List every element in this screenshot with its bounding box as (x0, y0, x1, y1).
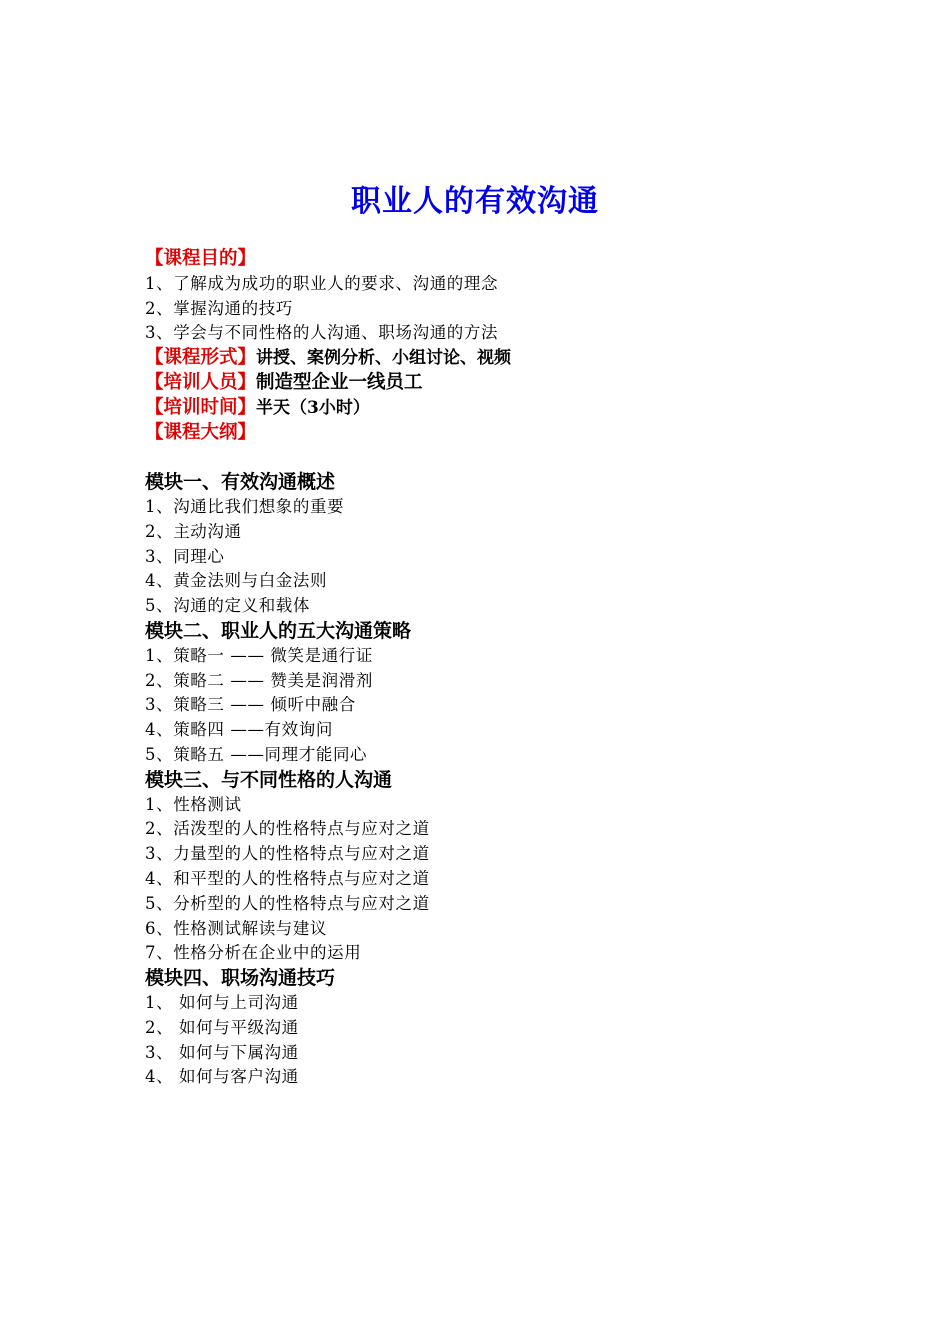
module-title: 模块二、职业人的五大沟通策略 (145, 619, 412, 642)
format-label: 【课程形式】 (145, 347, 257, 369)
module-item: 4、和平型的人的性格特点与应对之道 (145, 868, 430, 888)
format-row (145, 346, 865, 371)
module-item: 2、策略二 —— 赞美是润滑剂 (145, 670, 373, 690)
duration-label: 【培训时间】 (145, 396, 257, 418)
module-item: 5、分析型的人的性格特点与应对之道 (145, 893, 430, 913)
module-title: 模块四、职场沟通技巧 (145, 967, 336, 990)
module-item: 3、 如何与下属沟通 (145, 1042, 299, 1062)
module-title: 模块三、与不同性格的人沟通 (145, 768, 393, 791)
module-item: 1、 如何与上司沟通 (145, 992, 299, 1012)
audience-value: 制造型企业一线员工 (256, 371, 423, 393)
objective-heading: 【课程目的】 (145, 248, 257, 269)
objective-item: 2、掌握沟通的技巧 (145, 298, 293, 318)
module-item: 1、沟通比我们想象的重要 (145, 496, 345, 516)
module-item: 1、策略一 —— 微笑是通行证 (145, 645, 373, 665)
document-title: 职业人的有效沟通 (351, 184, 599, 219)
course-info (145, 247, 865, 1090)
objective-item: 1、了解成为成功的职业人的要求、沟通的理念 (145, 273, 499, 293)
module-item: 3、力量型的人的性格特点与应对之道 (145, 844, 430, 864)
audience-label: 【培训人员】 (145, 371, 257, 393)
module-item: 5、策略五 ——同理才能同心 (145, 744, 368, 764)
format-value: 讲授、案例分析、小组讨论、视频 (256, 348, 512, 369)
duration-row (145, 396, 865, 421)
module-item: 7、性格分析在企业中的运用 (145, 943, 362, 963)
module-item: 2、活泼型的人的性格特点与应对之道 (145, 819, 430, 839)
spacer (145, 445, 865, 470)
module-item: 3、同理心 (145, 546, 225, 566)
module-item: 1、性格测试 (145, 794, 242, 814)
module-item: 4、策略四 ——有效询问 (145, 720, 333, 740)
module-item: 4、黄金法则与白金法则 (145, 571, 328, 591)
duration-value: 半天（3小时） (256, 397, 370, 418)
module-item: 2、 如何与平级沟通 (145, 1017, 299, 1037)
module-item: 2、主动沟通 (145, 521, 242, 541)
module-title: 模块一、有效沟通概述 (145, 471, 336, 494)
outline-heading: 【课程大纲】 (145, 421, 257, 443)
module-item: 4、 如何与客户沟通 (145, 1067, 299, 1087)
audience-row (145, 371, 865, 396)
objective-item: 3、学会与不同性格的人沟通、职场沟通的方法 (145, 323, 499, 343)
module-item: 3、策略三 —— 倾听中融合 (145, 695, 356, 715)
module-item: 6、性格测试解读与建议 (145, 918, 328, 938)
module-item: 5、沟通的定义和载体 (145, 596, 310, 616)
